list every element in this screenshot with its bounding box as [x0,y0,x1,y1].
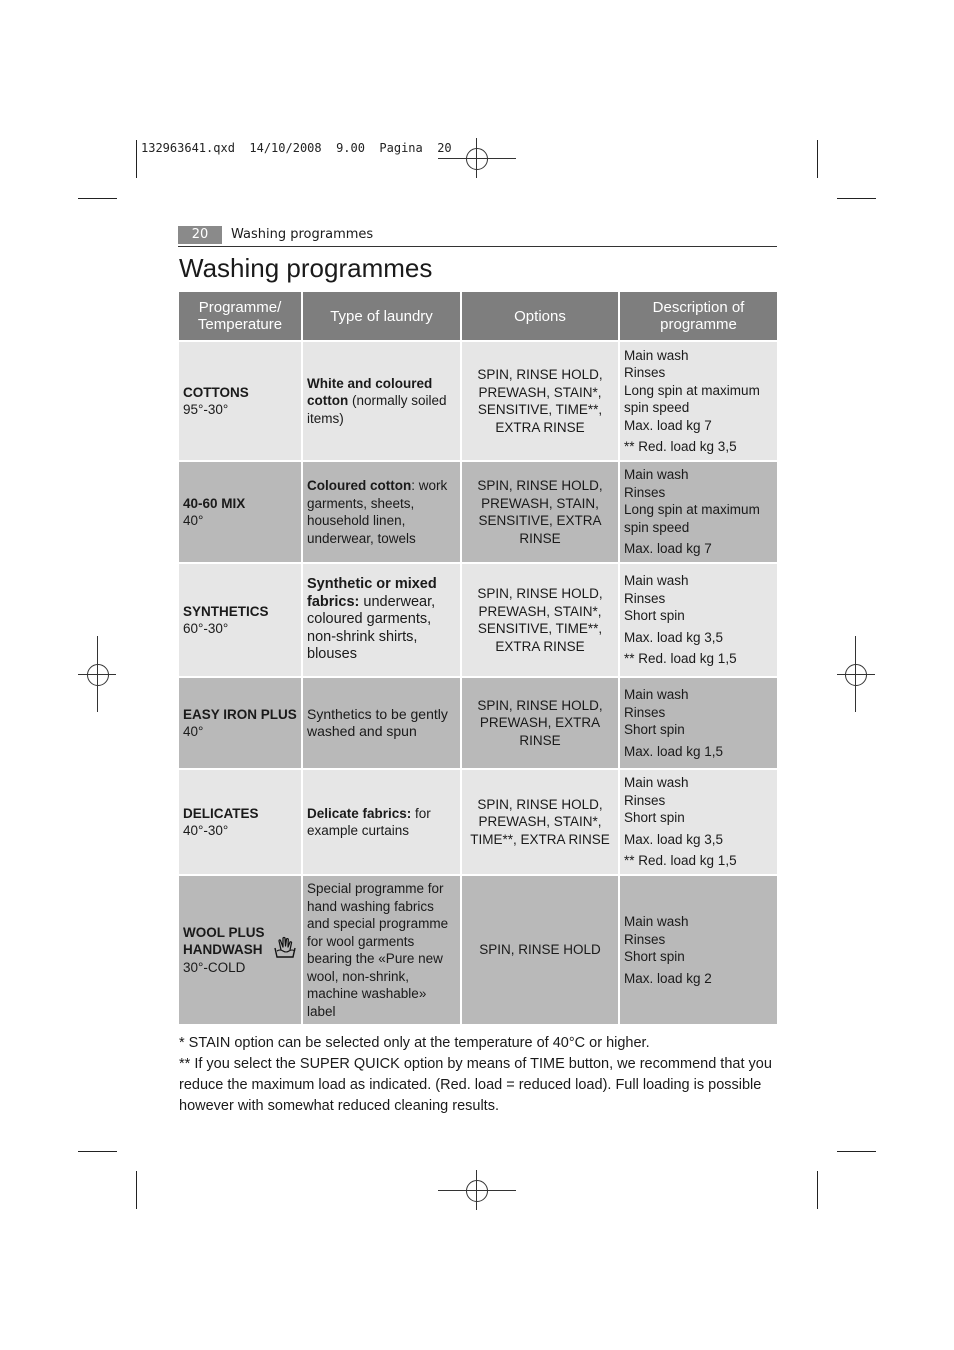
laundry-type-bold: White and coloured cotton [307,375,433,409]
programme-temperature: 30°-COLD [183,959,246,975]
description-line: Max. load kg 7 [624,541,712,557]
programme-temperature: 60°-30° [183,621,229,636]
footnote-stain: * STAIN option can be selected only at the temperature of 40°C or higher. [179,1035,650,1051]
crop-mark [837,198,876,199]
description-line: ** Red. load kg 3,5 [624,439,737,454]
description-line: Short spin [624,608,685,624]
laundry-type-text: Synthetics to be gently washed and spun [307,705,448,739]
programme-cell [178,769,302,875]
laundry-type-bold: Delicate fabrics: [307,805,412,821]
options-cell: SPIN, RINSE HOLD, PREWASH, STAIN, SENSITIVE, EXTRA RINSE [461,461,619,563]
programme-name: COTTONS [183,384,249,400]
table-header-row [178,291,778,341]
table-row [178,875,778,1025]
description-line: Short spin [624,722,685,737]
description-line: Max. load kg 2 [624,970,712,986]
description-line: Rinses [624,704,666,720]
description-line: Rinses [624,792,666,808]
description-line: Main wash [624,914,689,929]
description-cell [619,769,778,875]
description-line: Main wash [624,775,689,791]
table-row [178,563,778,677]
programme-temperature: 40°-30° [183,823,229,838]
table-row [178,341,778,461]
description-line: Max. load kg 7 [624,417,712,433]
options-cell: SPIN, RINSE HOLD [461,875,619,1025]
laundry-type-bold: Synthetic or mixed fabrics: [307,576,437,610]
description-line: Rinses [624,365,666,380]
description-line: Rinses [624,484,666,500]
page-title: Washing programmes [179,253,433,283]
column-header: Type of laundry [302,291,461,341]
print-slug: 132963641.qxd 14/10/2008 9.00 Pagina 20 [141,141,452,155]
programme-temperature: 40° [183,724,204,739]
column-header: Description of programme [619,291,778,341]
laundry-type-text: : work garments, sheets, household linen, underwear, towels [307,478,448,546]
laundry-type-text: underwear, coloured garments, non-shrink shirts, blouses [307,593,436,663]
description-cell [619,461,778,563]
options-cell: SPIN, RINSE HOLD, PREWASH, STAIN*, TIME**, EXTRA RINSE [461,769,619,875]
crop-mark [136,1171,137,1209]
description-cell [619,875,778,1025]
crop-mark [837,1151,876,1152]
laundry-type-bold: Coloured cotton [307,478,412,493]
description-line: Main wash [624,687,689,702]
laundry-cell [302,769,461,875]
programme-name: DELICATES [183,805,259,821]
crop-mark [817,140,818,178]
description-line: Main wash [624,573,689,589]
page-number: 20 [178,226,222,244]
description-line: Long spin at maximum spin speed [624,382,760,415]
running-header [178,226,777,247]
laundry-cell [302,341,461,461]
crop-mark [136,140,137,178]
options-cell: SPIN, RINSE HOLD, PREWASH, EXTRA RINSE [461,677,619,769]
programme-name: EASY IRON PLUS [183,706,297,722]
programme-cell [178,875,302,1025]
description-line: ** Red. load kg 1,5 [624,853,737,869]
laundry-type-text: Special programme for hand washing fabrics and special programme for wool garments bearing the «Pure new wool, non-shrink, machine washable» label [307,881,449,1019]
programme-name [183,924,297,959]
running-header-title: Washing programmes [231,227,374,242]
description-line: Max. load kg 3,5 [624,629,724,645]
description-line: ** Red. load kg 1,5 [624,651,737,667]
programme-name-text: WOOL PLUS HANDWASH [183,924,265,958]
laundry-cell [302,677,461,769]
crop-mark [78,1151,117,1152]
description-line: Rinses [624,590,666,606]
options-cell: SPIN, RINSE HOLD, PREWASH, STAIN*, SENSITIVE, TIME**, EXTRA RINSE [461,341,619,461]
laundry-cell [302,875,461,1025]
footnote-time: ** If you select the SUPER QUICK option by means of TIME button, we recommend that you reduce the maximum load as indicated. (Red. load = reduced load). Full loading is possible however with somewhat reduced cleaning results. [179,1056,772,1114]
description-line: Long spin at maximum spin speed [624,502,760,535]
programme-temperature: 95°-30° [183,402,229,417]
programme-cell [178,341,302,461]
table-row [178,769,778,875]
programme-name: SYNTHETICS [183,603,269,619]
options-cell: SPIN, RINSE HOLD, PREWASH, STAIN*, SENSITIVE, TIME**, EXTRA RINSE [461,563,619,677]
description-line: Main wash [624,467,689,483]
programmes-table [177,290,779,1026]
description-cell [619,677,778,769]
description-line: Max. load kg 1,5 [624,743,724,759]
programme-cell [178,677,302,769]
laundry-type-text: (normally soiled items) [307,393,447,426]
description-line: Main wash [624,347,689,363]
programme-name: 40-60 MIX [183,495,246,511]
hand-in-washtub-icon [273,935,297,959]
column-header: Options [461,291,619,341]
laundry-cell [302,563,461,677]
table-row [178,461,778,563]
footnotes [179,1033,779,1117]
crop-mark [78,198,117,199]
laundry-cell [302,461,461,563]
description-line: Rinses [624,931,666,947]
description-cell [619,341,778,461]
crop-mark [817,1171,818,1209]
description-line: Max. load kg 3,5 [624,831,724,847]
programme-cell [178,563,302,677]
table-row [178,677,778,769]
description-line: Short spin [624,949,685,964]
laundry-type-text: for example curtains [307,805,431,838]
description-line: Short spin [624,810,685,826]
column-header: Programme/ Temperature [178,291,302,341]
description-cell [619,563,778,677]
programme-cell [178,461,302,563]
programme-temperature: 40° [183,513,204,528]
